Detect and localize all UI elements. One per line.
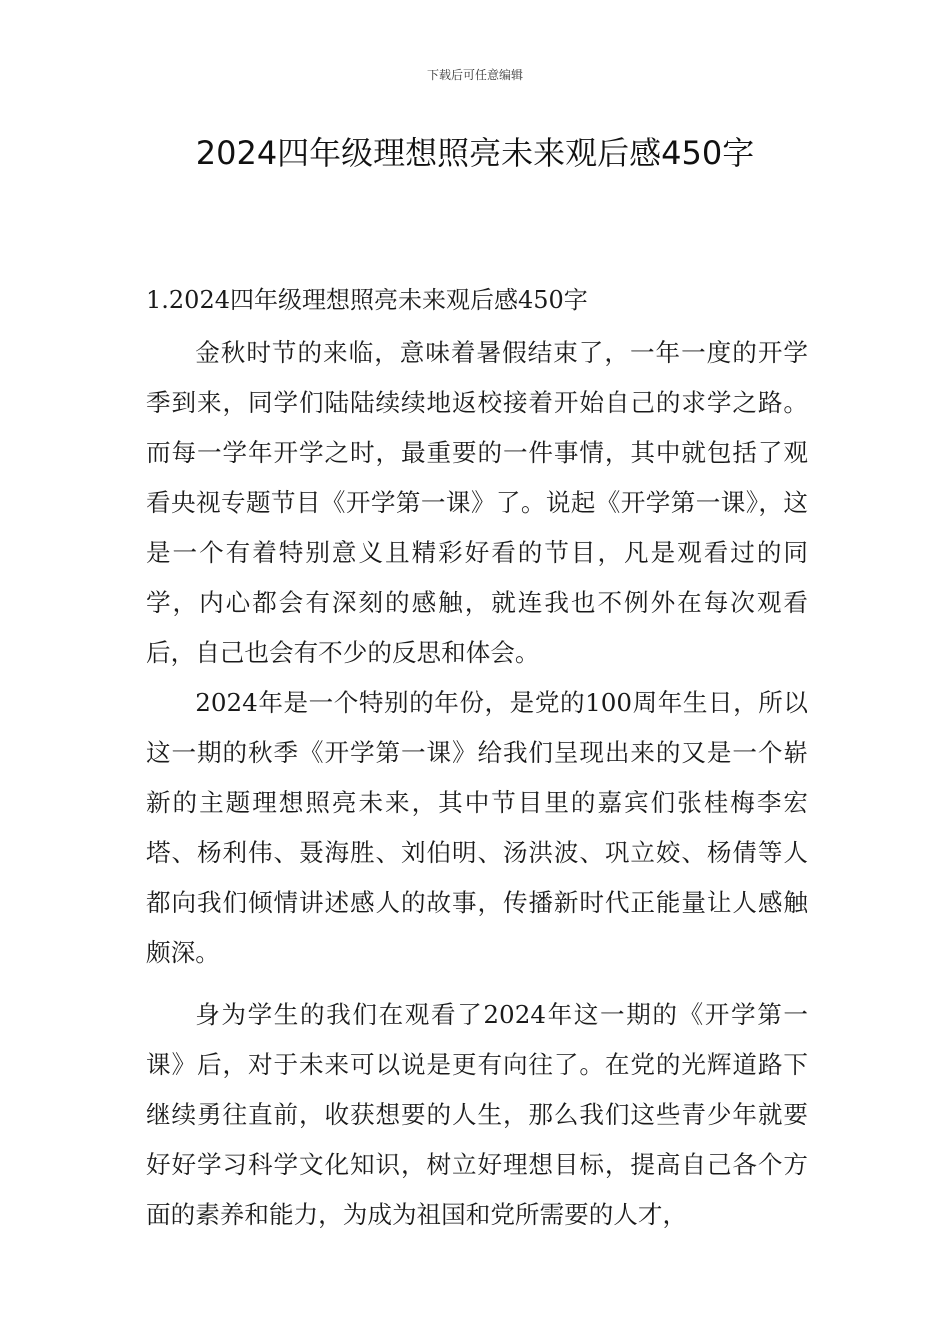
paragraph-1: 金秋时节的来临，意味着暑假结束了，一年一度的开学季到来，同学们陆陆续续地返校接着开始自己的求学之路。而每一学年开学之时，最重要的一件事情，其中就包括了观看央视专题节目《开学第一课》了。说起《开学第一课》，这是一个有着特别意义且精彩好看的节目，凡是观看过的同学，内心都会有深刻的感触，就连我也不例外在每次观看后，自己也会有不少的反思和体会。	[146, 338, 808, 667]
paragraph-2: 2024年是一个特别的年份，是党的100周年生日，所以这一期的秋季《开学第一课》给我们呈现出来的又是一个崭新的主题理想照亮未来，其中节目里的嘉宾们张桂梅李宏塔、杨利伟、聂海胜、刘伯明、汤洪波、巩立姣、杨倩等人都向我们倾情讲述感人的故事，传播新时代正能量让人感触颇深。	[146, 688, 808, 967]
paragraph-3: 身为学生的我们在观看了2024年这一期的《开学第一课》后，对于未来可以说是更有向往了。在党的光辉道路下继续勇往直前，收获想要的人生，那么我们这些青少年就要好好学习科学文化知识，树立好理想目标，提高自己各个方面的素养和能力，为成为祖国和党所需要的人才，	[146, 1000, 808, 1229]
document-title: 2024四年级理想照亮未来观后感450字	[195, 134, 755, 172]
document-body	[146, 280, 808, 1240]
page-header-note: 下载后可任意编辑	[426, 68, 523, 82]
section-heading: 1.2024四年级理想照亮未来观后感450字	[146, 286, 588, 314]
